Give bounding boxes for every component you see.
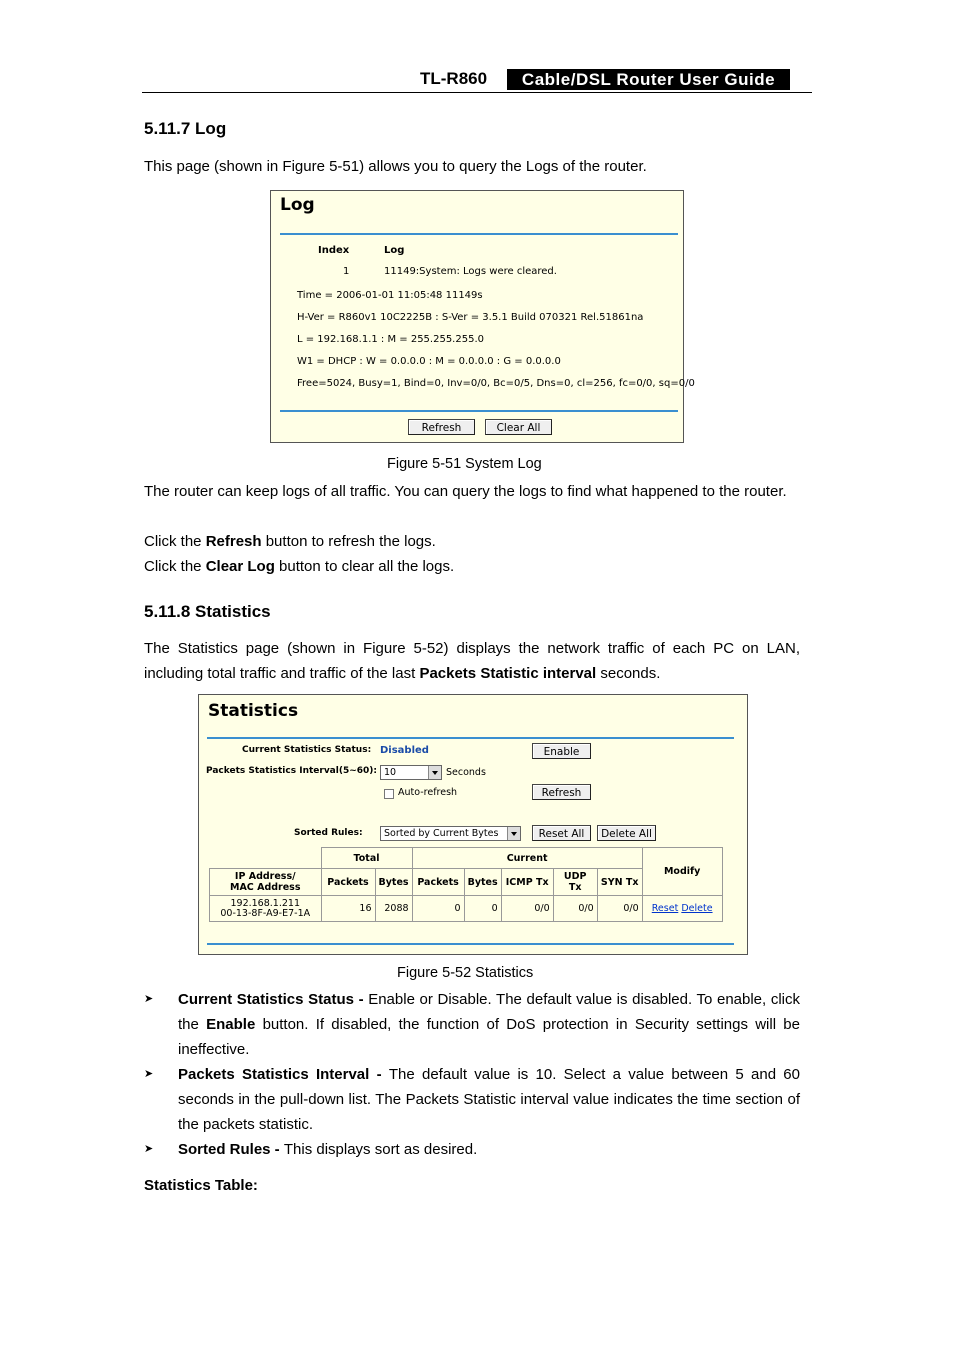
text: button to clear all the logs. [274,558,455,575]
bullet-list [144,987,800,1162]
header-current-bytes: Bytes [464,869,501,896]
text-bold: Clear Log [205,558,275,575]
chevron-down-icon [507,827,520,840]
header-icmp-tx: ICMP Tx [501,869,553,896]
statistics-figure [198,694,748,955]
cell-current-packets: 0 [412,896,464,922]
text: This displays sort as desired. [283,1141,478,1158]
cell-packets: 16 [321,896,375,922]
delete-all-button[interactable]: Delete All [597,825,656,841]
log-row-index: 1 [343,266,350,277]
cell-ip-mac [210,896,322,922]
header-udp-tx: UDP Tx [553,869,597,896]
log-col-index: Index [318,245,350,256]
text-bold: Packets Statistic interval [419,665,597,682]
log-row-text: 11149:System: Logs were cleared. [384,266,557,277]
text: button to refresh the logs. [261,533,436,550]
arrow-bullet-icon: ➤ [144,993,154,1005]
log-line-wan: W1 = DHCP : W = 0.0.0.0 : M = 0.0.0.0 : G = 0.0.0.0 [297,356,561,367]
chevron-down-icon [428,766,441,779]
log-figure-title: Log [280,195,315,215]
seconds-label: Seconds [446,767,486,778]
arrow-bullet-icon: ➤ [144,1143,154,1155]
auto-refresh-label: Auto-refresh [398,787,458,798]
statistics-caption: Figure 5-52 Statistics [397,965,534,981]
header-bytes: Bytes [375,869,412,896]
log-para-3 [144,554,800,579]
text-bold: Refresh [205,533,262,550]
list-item [144,987,800,1062]
delete-link[interactable]: Delete [681,903,713,914]
log-col-log: Log [384,245,405,256]
stats-figure-title: Statistics [208,701,299,721]
table-blank [210,848,322,869]
text: button. If disabled, the function of DoS protection in Security settings will be ineffective. [178,1016,800,1058]
list-item [144,1137,800,1162]
text: Enable or Disable. The default value is disabled. To enable, click the [178,991,800,1033]
header-current-packets: Packets [412,869,464,896]
stats-refresh-button[interactable]: Refresh [532,784,591,800]
sorted-rules-value: Sorted by Current Bytes [384,828,499,839]
cell-icmp-tx: 0/0 [501,896,553,922]
divider [280,410,678,412]
interval-label: Packets Statistics Interval(5~60): [206,766,377,776]
statistics-table [209,847,723,922]
cell-bytes: 2088 [375,896,412,922]
log-para-1: The router can keep logs of all traffic. You can query the logs to find what happened to the router. [144,483,787,500]
bullet-term: Packets Statistics Interval - [178,1066,389,1083]
header-model: TL-R860 [420,69,488,88]
cell-ip: 192.168.1.211 [230,897,300,909]
text: Click the [144,558,206,575]
text: seconds. [596,665,661,682]
cell-current-bytes: 0 [464,896,501,922]
interval-value: 10 [384,767,397,778]
log-figure [270,190,695,443]
header-syn-tx: SYN Tx [597,869,642,896]
header-modify: Modify [642,848,722,896]
cell-udp-tx: 0/0 [553,896,597,922]
text: The default value is 10. Select a value between 5 and 60 seconds in the pull-down list. The Packets Statistic interval value indicates the time section of the packets statistic. [178,1066,800,1133]
bullet-term: Current Statistics Status - [178,991,369,1008]
sorted-rules-select[interactable] [380,826,521,841]
header-total: Total [321,848,412,869]
header-current: Current [412,848,642,869]
divider [207,943,734,945]
divider [207,737,734,739]
header-guide-title: Cable/DSL Router User Guide [507,69,790,90]
text: The Statistics page (shown in Figure 5-52) displays the network traffic of each PC on LAN, including total traffic and traffic of the last [144,640,800,682]
divider [280,233,678,235]
log-refresh-button[interactable]: Refresh [408,419,475,435]
list-item [144,1062,800,1137]
reset-link[interactable]: Reset [651,903,679,914]
section-heading-statistics: 5.11.8 Statistics [144,602,271,621]
text: Click the [144,533,206,550]
sorted-rules-label: Sorted Rules: [294,828,363,838]
page-header [142,68,812,93]
status-value: Disabled [380,745,429,756]
auto-refresh-checkbox[interactable] [384,789,394,799]
log-line-version: H-Ver = R860v1 10C2225B : S-Ver = 3.5.1 Build 070321 Rel.51861na [297,312,644,323]
enable-button[interactable]: Enable [532,743,591,759]
header-ip-mac [210,869,322,896]
log-line-mem: Free=5024, Busy=1, Bind=0, Inv=0/0, Bc=0/5, Dns=0, cl=256, fc=0/0, sq=0/0 [297,378,695,389]
cell-modify [642,896,722,922]
cell-mac: 00-13-8F-A9-E7-1A [220,907,311,919]
cell-syn-tx: 0/0 [597,896,642,922]
log-line-lan: L = 192.168.1.1 : M = 255.255.255.0 [297,334,484,345]
interval-select[interactable] [380,765,442,780]
log-intro: This page (shown in Figure 5-51) allows you to query the Logs of the router. [144,158,647,175]
log-line-time: Time = 2006-01-01 11:05:48 11149s [297,290,483,301]
header-mac: MAC Address [230,882,301,893]
text-bold: Enable [206,1016,256,1033]
log-para-2 [144,529,800,554]
header-ip: IP Address/ [234,871,296,882]
status-label: Current Statistics Status: [242,745,372,755]
bullet-term: Sorted Rules - [178,1141,284,1158]
log-caption: Figure 5-51 System Log [387,456,542,472]
section-heading-log: 5.11.7 Log [144,119,227,138]
arrow-bullet-icon: ➤ [144,1068,154,1080]
statistics-table-heading: Statistics Table: [144,1177,258,1194]
stats-intro [144,636,800,686]
log-clear-all-button[interactable]: Clear All [485,419,552,435]
reset-all-button[interactable]: Reset All [532,825,591,841]
table-row [210,896,723,922]
header-packets: Packets [321,869,375,896]
